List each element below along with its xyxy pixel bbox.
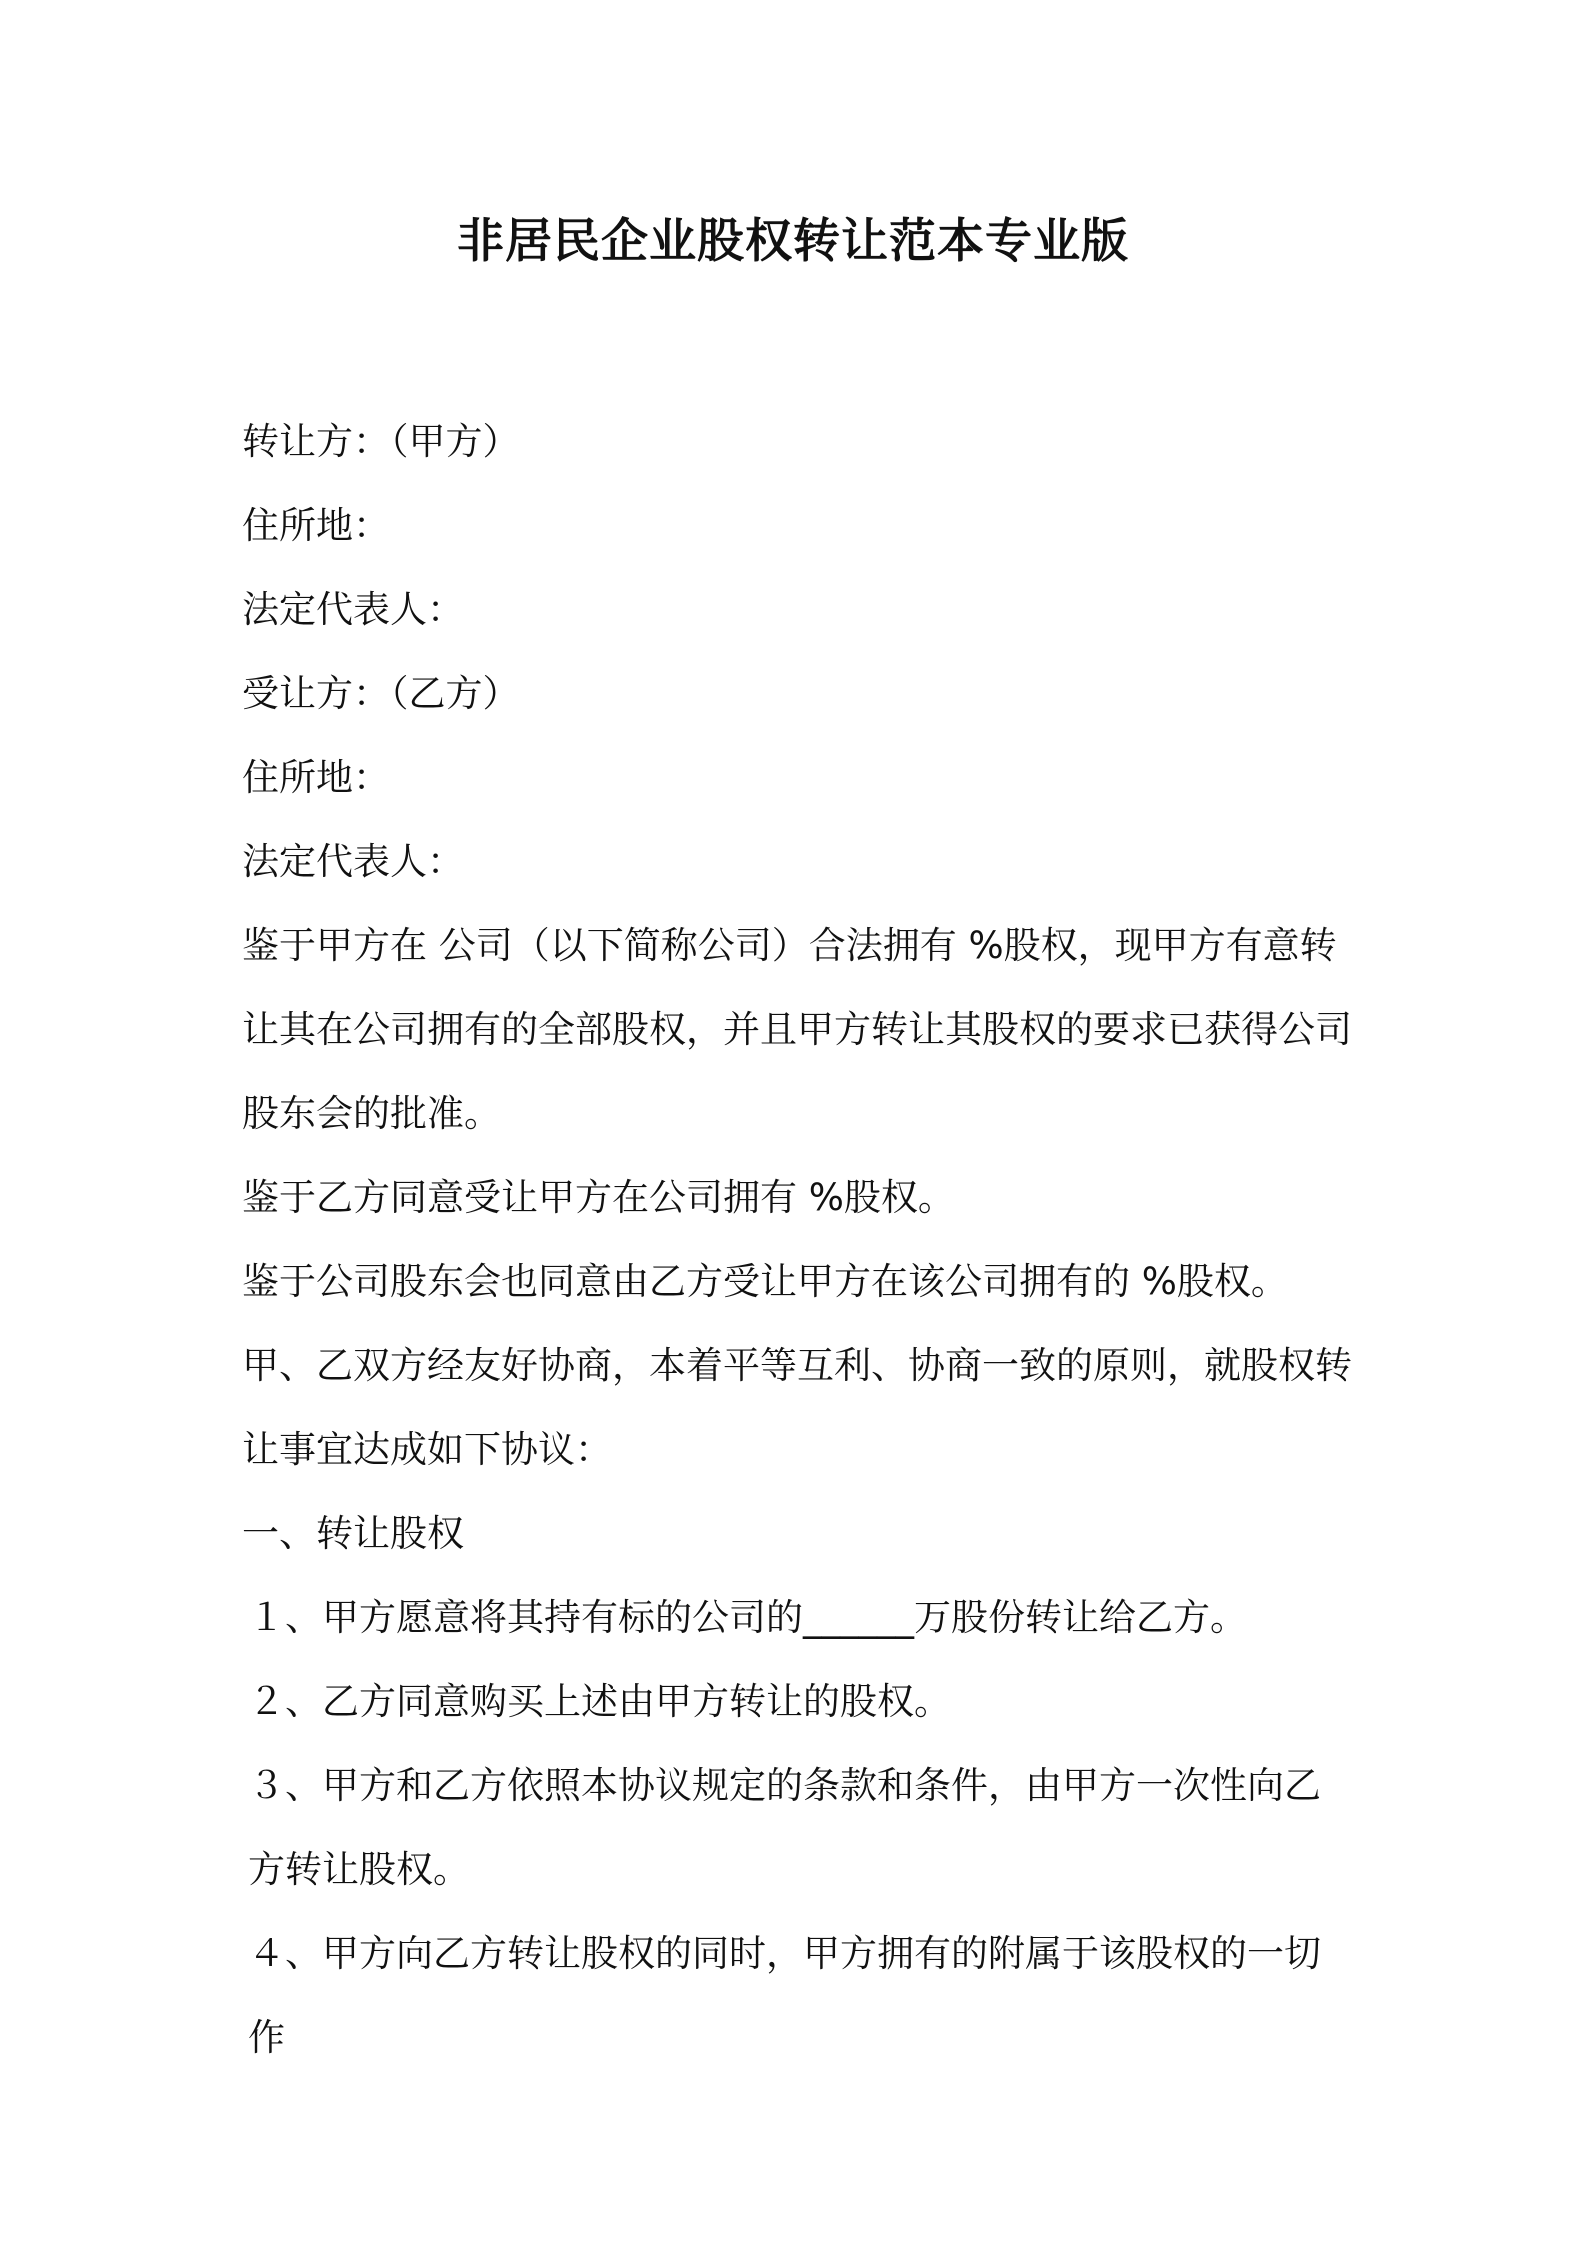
section-heading-transfer: 一、转让股权 xyxy=(242,1512,464,1555)
transferor-address-label: 住所地： xyxy=(242,504,390,547)
document-body xyxy=(242,400,1352,2080)
transferee-address-label: 住所地： xyxy=(242,756,390,799)
clause-2: ２、乙方同意购买上述由甲方转让的股权。 xyxy=(248,1680,951,1723)
recital-paragraph-3: 鉴于公司股东会也同意由乙方受让甲方在该公司拥有的 %股权。 xyxy=(242,1260,1288,1303)
document-title: 非居民企业股权转让范本专业版 xyxy=(457,214,1129,269)
recital-paragraph-2: 鉴于乙方同意受让甲方在公司拥有 %股权。 xyxy=(242,1176,955,1219)
recital-paragraph-1: 鉴于甲方在 公司（以下简称公司）合法拥有 %股权，现甲方有意转让其在公司拥有的全部股权，并且甲方转让其股权的要求已获得公司股东会的批准。 xyxy=(242,924,1352,1135)
clause-1: １、甲方愿意将其持有标的公司的______万股份转让给乙方。 xyxy=(248,1596,1247,1639)
transferor-label: 转让方：（甲方） xyxy=(242,420,520,463)
transferee-label: 受让方：（乙方） xyxy=(242,672,520,715)
transferee-representative-label: 法定代表人： xyxy=(242,840,464,883)
transferor-representative-label: 法定代表人： xyxy=(242,588,464,631)
clause-3: ３、甲方和乙方依照本协议规定的条款和条件，由甲方一次性向乙方转让股权。 xyxy=(248,1764,1321,1891)
clause-4: ４、甲方向乙方转让股权的同时，甲方拥有的附属于该股权的一切作 xyxy=(248,1932,1321,2059)
agreement-intro-paragraph: 甲、乙双方经友好协商，本着平等互利、协商一致的原则，就股权转让事宜达成如下协议： xyxy=(242,1344,1352,1471)
